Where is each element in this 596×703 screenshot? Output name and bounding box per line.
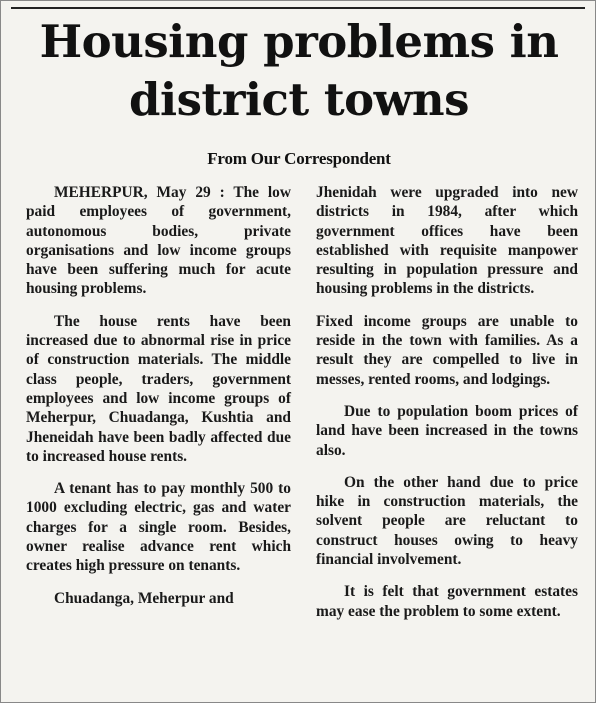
paragraph: A tenant has to pay monthly 500 to 1000 excluding electric, gas and water charges for a single room. Besides, owner realise advance rent which creates high pressure on tenants. (26, 480, 291, 575)
headline (1, 13, 596, 129)
headline-line-2: district towns (129, 73, 469, 126)
paragraph: Chuadanga, Meherpur and (54, 589, 234, 607)
paragraph: Jhenidah were upgraded into new districts in 1984, after which government offices have been established with requisite manpower resulting in population pressure and housing problems in the districts. (316, 184, 578, 298)
paragraph: The house rents have been increased due to abnormal rise in price of construction materials. The middle class people, traders, government employees and low income groups of Meherpur, Chuadanga, Kushtia and Jheneidah have been badly affected due to increased house rents. (26, 312, 291, 465)
paragraph: Fixed income groups are unable to reside in the town with families. As a result they are compelled to live in messes, rented rooms, and lodgings. (316, 312, 578, 388)
byline: From Our Correspondent (207, 149, 391, 168)
paragraph: On the other hand due to price hike in construction materials, the solvent people are reluctant to construct houses owing to heavy financial involvement. (316, 473, 578, 569)
right-column (316, 183, 578, 634)
headline-line-1: Housing problems in (39, 15, 559, 68)
paragraph: Due to population boom prices of land have been increased in the towns also. (316, 402, 578, 459)
paragraph: MEHERPUR, May 29 : The low paid employees of government, autonomous bodies, private organisations and low income groups have been suffering much for acute housing problems. (26, 184, 291, 298)
left-column (26, 183, 291, 621)
paragraph: It is felt that government estates may ease the problem to some extent. (316, 583, 578, 620)
top-rule (11, 7, 585, 9)
